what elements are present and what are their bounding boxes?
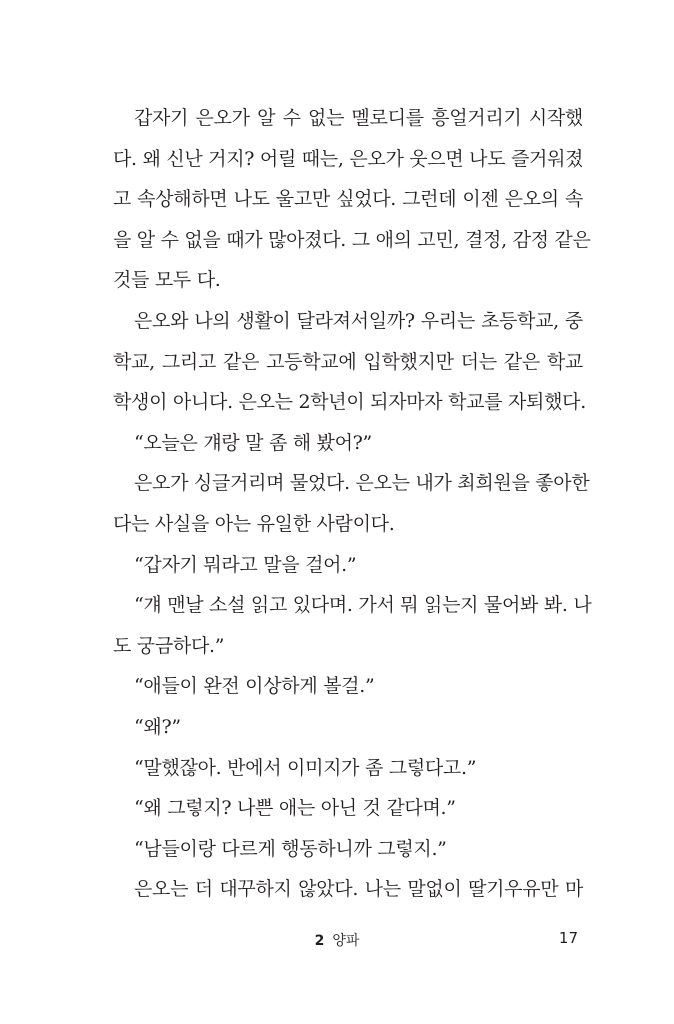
text-line: “왜 그렇지? 나쁜 애는 아닌 것 같다며.” xyxy=(134,797,456,820)
text-line: 갑자기 은오가 알 수 없는 멜로디를 흥얼거리기 시작했 xyxy=(134,107,583,129)
page-number: 17 xyxy=(558,929,578,947)
text-line: 을 알 수 없을 때가 많아졌다. 그 애의 고민, 결정, 감정 같은 xyxy=(113,228,591,251)
text-line: 고 속상해하면 나도 울고만 싶었다. 그런데 이젠 은오의 속 xyxy=(113,188,583,211)
text-line: 학교, 그리고 같은 고등학교에 입학했지만 더는 같은 학교 xyxy=(113,350,583,373)
chapter-number: 2 xyxy=(314,933,325,949)
text-line: 은오는 더 대꾸하지 않았다. 나는 말없이 딸기우유만 마 xyxy=(134,878,583,901)
text-line: “갑자기 뭐라고 말을 걸어.” xyxy=(134,553,357,576)
body-text xyxy=(113,98,592,910)
page-footer xyxy=(0,930,674,954)
text-line: 은오와 나의 생활이 달라져서일까? 우리는 초등학교, 중 xyxy=(134,309,583,332)
text-line: 도 궁금하다.” xyxy=(113,634,225,657)
text-line: “걔 맨날 소설 읽고 있다며. 가서 뭐 읽는지 물어봐 봐. 나 xyxy=(134,594,592,617)
text-line: “남들이랑 다르게 행동하니까 그렇지.” xyxy=(134,837,447,860)
text-line: “오늘은 걔랑 말 좀 해 봤어?” xyxy=(134,431,372,454)
text-line: 다. 왜 신난 거지? 어릴 때는, 은오가 웃으면 나도 즐거워졌 xyxy=(113,147,584,170)
text-line: “왜?” xyxy=(134,715,181,738)
text-line: 것들 모두 다. xyxy=(113,269,221,292)
text-line: 은오가 싱글거리며 물었다. 은오는 내가 최희원을 좋아한 xyxy=(134,472,590,495)
text-line: 다는 사실을 아는 유일한 사람이다. xyxy=(113,512,395,535)
text-line: 학생이 아니다. 은오는 2학년이 되자마자 학교를 자퇴했다. xyxy=(113,391,586,414)
text-line: “애들이 완전 이상하게 볼걸.” xyxy=(134,675,375,698)
text-line: “말했잖아. 반에서 이미지가 좀 그렇다고.” xyxy=(134,756,477,779)
chapter-title: 양파 xyxy=(332,933,360,949)
